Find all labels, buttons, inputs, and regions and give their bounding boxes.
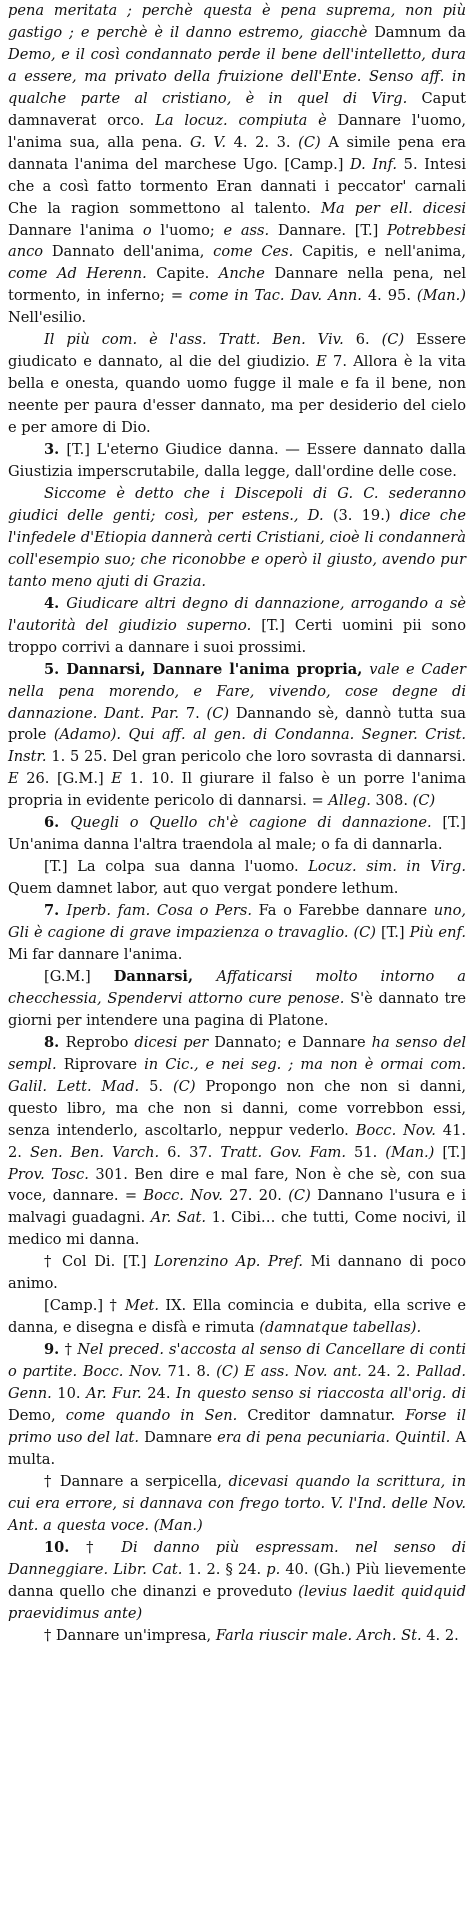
italic-run: in Cic., e nei seg. ; ma non è ormai com. Galil. Lett. Mad. [8, 1055, 466, 1095]
text-run: IX. Ella comincia e dubita, ella scrive e danna, e disegna e disfà e rimuta [8, 1297, 466, 1337]
italic-run: Ar. Fur. [86, 1385, 148, 1403]
entry-paragraph [8, 0, 466, 329]
text-run: 24. 2. [367, 1363, 417, 1381]
italic-run: Farla riuscir male. Arch. St. [215, 1626, 427, 1644]
italic-run: Più enf. [409, 924, 466, 942]
italic-run: dicesi per [134, 1033, 215, 1051]
italic-run: Cader nella pena morendo, [8, 660, 467, 700]
text-run: [T.] [442, 1143, 466, 1161]
italic-run: (C) [172, 1077, 206, 1095]
italic-run: come Ad Herenn. [8, 265, 157, 283]
text-run: Creditor damnatur. [247, 1407, 406, 1424]
entry-text [8, 0, 466, 1646]
entry-paragraph [8, 856, 466, 900]
text-run: 4. 95. [367, 287, 417, 305]
italic-run: uno, Gli è cagione di grave impazienza o travaglio. (C) [8, 902, 466, 942]
entry-paragraph [8, 593, 466, 659]
text-run: 10. [57, 1385, 87, 1403]
italic-run: e ass. [223, 221, 278, 239]
italic-run: vale e [369, 660, 422, 678]
sense-number: 4. [44, 594, 67, 612]
entry-paragraph [8, 483, 466, 593]
text-run: 5. Intesi che a così fatto tormento Eran dannati i peccator' carnali Che la ragion sommettono al talento. [8, 155, 467, 217]
text-run: Mi dannano di poco animo. [8, 1253, 467, 1293]
text-run: 24. [147, 1385, 177, 1403]
text-run: [G.M.] [44, 967, 114, 985]
text-run: † Dannare un'impresa, [44, 1626, 216, 1644]
entry-paragraph [8, 1339, 466, 1471]
text-run: S'è dannato tre giorni per intendere una pagina di Platone. [8, 989, 466, 1029]
text-run: Quem damnet labor, aut quo vergat pondere lethum. [8, 880, 399, 898]
text-run: Dannato dell'anima, [51, 243, 214, 261]
text-run: 6. [355, 331, 382, 349]
italic-run: In questo senso si riaccosta all'orig. di [176, 1385, 466, 1403]
italic-run: Sen. Ben. Varch. [29, 1143, 168, 1161]
text-run: 308. [375, 792, 413, 810]
text-run: Mi far dannare l'anima. [8, 945, 183, 963]
italic-run: (C) [206, 704, 236, 722]
text-run: 1. 5 25. Del gran pericolo che loro sovrasta di dannarsi. [51, 748, 466, 766]
text-run: 4. 2. 3. [233, 133, 299, 151]
italic-run: (C) E ass. Nov. ant. [216, 1363, 368, 1381]
text-run: † Col Di. [T.] [44, 1253, 155, 1271]
italic-run: e il così condannato perde il bene dell'intelletto, dura a essere, ma privato della fruizione dell'Ente. Senso aff. in qualche parte al cristiano, è in quel di Virg. [8, 45, 466, 107]
sense-number: 6. [44, 814, 71, 832]
entry-paragraph [8, 966, 466, 1032]
text-run: Dannare l'uomo, l'anima sua, alla pena. [8, 111, 466, 151]
italic-run: (Man.) [416, 287, 466, 305]
text-run: l'uomo; [160, 221, 224, 239]
italic-run: (C) [298, 133, 329, 151]
italic-run: (Adamo). Qui aff. al gen. di Condanna. Segner. Crist. Instr. [8, 726, 466, 766]
italic-run: E [316, 353, 334, 371]
italic-run: come quando in Sen. [65, 1407, 248, 1424]
text-run: Dannando sè, dannò tutta sua prole [8, 704, 466, 744]
italic-run: Affaticarsi molto intorno a checchessia, Spendervi attorno cure penose. [8, 967, 466, 1007]
italic-run: come Ces. [213, 243, 302, 261]
text-run: 27. 20. [229, 1187, 289, 1205]
text-run: 1. 10. Il giurare il falso è un porre l'anima propria in evidente pericolo di dannarsi. [8, 770, 467, 810]
italic-run: E [111, 770, 130, 788]
italic-run: (damnatque tabellas). [259, 1319, 422, 1337]
text-run: Caput damnaverat orco. [8, 89, 466, 129]
italic-run: (C) [412, 792, 436, 810]
italic-run: ha senso del sempl. [8, 1033, 467, 1073]
entry-paragraph [8, 900, 466, 966]
italic-run: G. V. [190, 133, 234, 151]
italic-run: pena meritata ; perchè questa è pena suprema, non più gastigo ; e perchè è il danno estremo, giacchè [8, 2, 466, 41]
italic-run: (C) [381, 331, 417, 349]
italic-run: Prov. Tosc. [8, 1165, 96, 1183]
italic-run: Anche [218, 265, 275, 283]
sense-number: 10. [44, 1538, 87, 1556]
text-run: [Camp.] † [44, 1297, 125, 1315]
italic-run: (Man.) [385, 1143, 443, 1161]
italic-run: Quegli o Quello ch'è cagione di dannazione. [70, 814, 443, 832]
entry-paragraph [8, 1537, 466, 1625]
entry-paragraph [8, 329, 466, 439]
text-run: 71. 8. [167, 1363, 217, 1381]
entry-paragraph [8, 1295, 466, 1339]
italic-run: Il più com. è l'ass. Tratt. Ben. Viv. [44, 331, 356, 349]
text-run: Essere giudicato e dannato, al die del giudizio. [8, 331, 466, 371]
italic-run: dicevasi quando la scrittura, in cui era errore, si dannava con frego torto. V. l'Ind. delle Nov. Ant. a questa voce. (Man.) [8, 1472, 466, 1534]
italic-run: D. Inf. [349, 155, 404, 173]
italic-run: Potrebbesi anco [8, 221, 467, 261]
italic-run: E [8, 770, 27, 788]
text-run: 6. 37. [167, 1143, 221, 1161]
italic-run: Nel preced. s'accosta al senso di Cancellare di conti o partite. Bocc. Nov. [8, 1341, 466, 1381]
italic-run: Forse il primo uso del lat. [8, 1407, 466, 1446]
italic-run: Siccome è detto che i Discepoli di G. C. sederanno giudici delle genti; così, per estens., D. [8, 484, 466, 524]
text-run: [T.] Certi uomini pii sono troppo corrivi a dannare i suoi prossimi. [8, 616, 466, 656]
italic-run: era di pena pecuniaria. Quintil. [217, 1428, 456, 1446]
text-run: Damnum da [374, 23, 466, 41]
text-run: 41. 2. [8, 1121, 467, 1161]
entry-paragraph [8, 1471, 466, 1537]
italic-run: (C) [288, 1187, 318, 1205]
text-run: † [86, 1538, 122, 1556]
text-run: Damnare [144, 1428, 218, 1446]
sense-number: 5. Dannarsi, Dannare l'anima propria, [44, 660, 370, 678]
italic-run: Pallad. Genn. [8, 1363, 466, 1403]
text-run: Reprobo [65, 1033, 135, 1051]
text-run: 4. 2. [426, 1626, 459, 1644]
text-run: Capite. [156, 265, 219, 283]
italic-run: = come in Tac. Dav. Ann. [170, 287, 368, 305]
text-run: 7. Allora è la vita bella e onesta, quando uomo fugge il male e fa il bene, non neente per paura d'esser dannato, ma per desiderio del cielo e per amore di Dio. [8, 353, 466, 437]
italic-run: Bocc. Nov. [355, 1121, 443, 1139]
sense-number: Dannarsi, [113, 967, 217, 985]
text-run: 40. (Gh.) Più lievemente danna quello che dinanzi e proveduto [8, 1560, 466, 1600]
italic-run: p. [266, 1560, 286, 1578]
text-run: 1. 2. § 24. [187, 1560, 267, 1578]
text-run: (3. 19.) [332, 506, 400, 524]
text-run: Nell'esilio. [8, 309, 87, 327]
italic-run: Ma per ell. dicesi [321, 199, 467, 217]
italic-run: Locuz. sim. in Virg. [308, 858, 466, 876]
italic-run: Ar. Sat. [150, 1209, 212, 1227]
entry-paragraph [8, 1032, 466, 1252]
text-run: Capitis, e nell'anima, [302, 243, 466, 261]
entry-paragraph [8, 439, 466, 483]
text-run: [T.] [380, 924, 410, 942]
italic-run: dice che l'infedele d'Etiopia dannerà certi Cristiani, cioè li condannerà coll'esempio suo; che riconobbe e operò il giusto, avendo pur tanto meno ajuti di Grazia. [8, 506, 466, 590]
text-run: [T.] Un'anima danna l'altra traendola al male; o fa di dannarla. [8, 814, 466, 854]
italic-run: Fare, vivendo, cose degne di dannazione. Dant. Par. [8, 682, 466, 722]
text-run: Propongo non che non si danni, questo libro, ma che non si danni, come vorrebbon essi, senza intenderlo, ascoltarlo, neppur vederlo. [8, 1077, 466, 1139]
text-run: Dannare nella pena, nel tormento, in inferno; [8, 265, 467, 305]
entry-paragraph [8, 1625, 466, 1647]
text-run: † Dannare a serpicella, [44, 1472, 229, 1490]
text-run: 26. [G.M.] [26, 770, 112, 788]
italic-run: Iperb. fam. Cosa o Pers. [66, 902, 259, 920]
sense-number: 3. [44, 441, 67, 459]
entry-paragraph [8, 1251, 466, 1295]
italic-run: La locuz. compiuta è [155, 111, 338, 129]
italic-run: Demo, [8, 45, 62, 63]
text-run: Dannare. [T.] [277, 221, 388, 239]
text-run: † [64, 1341, 78, 1359]
text-run: Demo, [8, 1407, 66, 1424]
italic-run: (levius laedit quidquid praevidimus ante) [8, 1582, 466, 1622]
text-run: [T.] La colpa sua danna l'uomo. [44, 858, 309, 876]
italic-run: = Alleg. [311, 792, 376, 810]
text-run: Dannato; e Dannare [214, 1033, 372, 1051]
text-run: 51. [354, 1143, 386, 1161]
italic-run: Tratt. Gov. Fam. [220, 1143, 355, 1161]
italic-run: Met. [124, 1297, 166, 1315]
text-run: A simile pena era dannata l'anima del marchese Ugo. [Camp.] [8, 133, 466, 173]
text-run: A multa. [8, 1428, 467, 1468]
italic-run: Giudicare altri degno di dannazione, arrogando a sè l'autorità del giudizio superno. [8, 594, 466, 634]
italic-run: = Bocc. Nov. [124, 1187, 230, 1205]
text-run: 1. Cibi… che tutti, Come nocivi, il medico mi danna. [8, 1209, 466, 1249]
text-run: Riprovare [63, 1055, 145, 1073]
italic-run: e [193, 682, 217, 700]
text-run: Fa o Farebbe dannare [258, 902, 434, 920]
sense-number: 7. [44, 902, 67, 920]
entry-paragraph [8, 812, 466, 856]
text-run: Dannare l'anima [8, 221, 143, 239]
italic-run: o [142, 221, 161, 239]
sense-number: 9. [44, 1341, 65, 1359]
text-run: 5. [149, 1077, 173, 1095]
text-run: Dannano l'usura e i malvagi guadagni. [8, 1187, 466, 1227]
text-run: 7. [185, 704, 207, 722]
entry-paragraph [8, 659, 466, 813]
text-run: [T.] L'eterno Giudice danna. — Essere dannato dalla Giustizia imperscrutabile, dalla legge, dall'ordine delle cose. [8, 441, 466, 481]
sense-number: 8. [44, 1033, 66, 1051]
text-run: 301. Ben dire e mal fare, Non è che sè, con sua voce, dannare. [8, 1165, 466, 1205]
italic-run: Lorenzino Ap. Pref. [154, 1253, 311, 1271]
italic-run: Di danno più espressam. nel senso di Danneggiare. Libr. Cat. [8, 1538, 466, 1578]
